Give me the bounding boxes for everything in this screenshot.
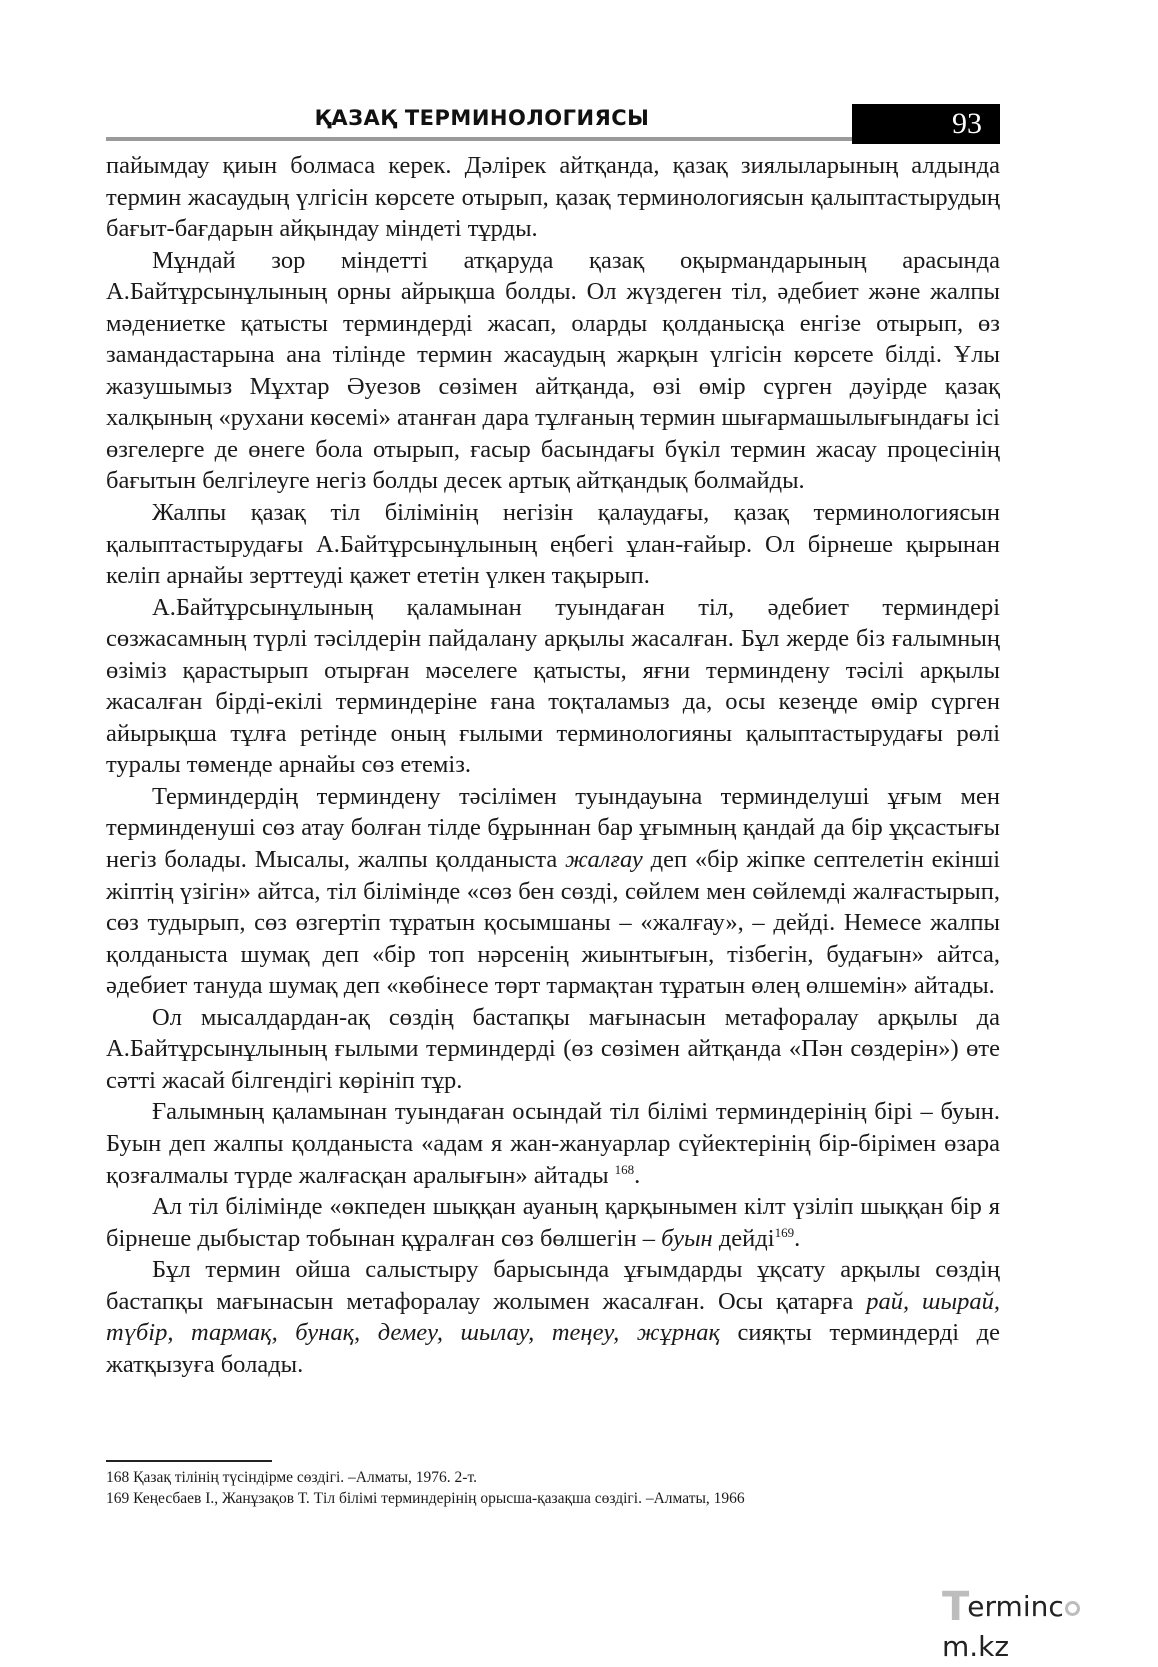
paragraph (106, 592, 1000, 781)
footnote-168: 168 Қазақ тілінің түсіндірме сөздігі. –Алматы, 1976. 2-т. (106, 1469, 477, 1486)
text-run: пайымдау қиын болмаса керек. Дәлірек айтқанда, қазақ зиялыларының алдында термин жасаудың үлгісін көрсете отырып, қазақ терминологиясын қалыптастырудың бағыт-бағдарын айқындау міндеті тұрды. (106, 152, 1000, 243)
watermark-text-start: erminc (967, 1590, 1064, 1623)
footnote-rule (106, 1460, 272, 1462)
footnote-ref[interactable]: 168 (614, 1161, 635, 1177)
text-run: . (634, 1161, 641, 1189)
paragraph (106, 1096, 1000, 1191)
site-watermark-logo (942, 1584, 1142, 1663)
italic-term: рай, шырай, түбір, тармақ, бунақ, демеу, шылау, теңеу, жұрнақ (106, 1287, 1001, 1347)
text-run: Жалпы қазақ тіл білімінің негізін қалаудағы, қазақ терминологиясын қалыптастырудағы А.Байтұрсынұлының еңбегі ұлан-ғайыр. Ол бірнеше қырынан келіп арнайы зерттеуді қажет ететін үлкен тақырып. (106, 499, 1000, 590)
paragraph (106, 1002, 1000, 1097)
paragraph (106, 150, 1000, 245)
header-rule (106, 137, 854, 141)
running-title: ҚАЗАҚ ТЕРМИНОЛОГИЯСЫ (314, 106, 650, 130)
watermark-o-circle-icon (1065, 1601, 1080, 1616)
text-run: Терминдердің терминдену тәсілімен туындауына терминделуші ұғым мен терминденуші сөз атау болған тілде бұрыннан бар ұғымның қандай да бір ұқсастығы негіз болады. Мысалы, жалпы қолданыста (106, 782, 1000, 874)
paragraph (106, 1254, 1000, 1380)
watermark-text-end: m.kz (942, 1630, 1010, 1663)
text-run: Ол мысалдардан-ақ сөздің бастапқы мағынасын метафоралау арқылы да А.Байтұрсынұлының ғылыми терминдерді (өз сөзімен айтқанда «Пән сөздерін») өте сәтті жасай білгендігі көрініп тұр. (106, 1003, 1000, 1094)
paragraph (106, 245, 1000, 497)
italic-term: буын (661, 1224, 713, 1252)
paragraph (106, 1191, 1000, 1254)
paragraph (106, 781, 1000, 1002)
watermark-t-glyph: T (942, 1584, 970, 1630)
text-run: А.Байтұрсынұлының қаламынан туындаған тіл, әдебиет терминдері сөзжасамның түрлі тәсілдерін пайдалану арқылы жасалған. Бұл жерде біз ғалымның өзіміз қарастырып отырған мәселеге қатысты, яғни терминдену тәсілі арқылы жасалған бірді-екілі терминдеріне ғана тоқталамыз да, осы кезеңде өмір сүрген айырықша тұлға ретінде оның ғылыми терминологияны қалыптастырудағы рөлі туралы төменде арнайы сөз етеміз. (106, 593, 1000, 779)
text-run: дейді (712, 1224, 775, 1252)
text-run: Бұл термин ойша салыстыру барысында ұғымдарды ұқсату арқылы сөздің бастапқы мағынасын метафоралау жолымен жасалған. Осы қатарға (106, 1256, 1000, 1315)
footnote-169: 169 Кеңесбаев І., Жанұзақов Т. Тіл білімі терминдерінің орысша-қазақша сөздігі. –Алматы, 1966 (106, 1490, 745, 1507)
italic-term: жалғау (565, 846, 643, 874)
footnote-ref[interactable]: 169 (774, 1224, 795, 1240)
page-number: 93 (852, 104, 1000, 144)
text-run: . (794, 1224, 801, 1252)
text-run: сияқты терминдерді де жатқызуға болады. (106, 1319, 1000, 1378)
footnotes (106, 1467, 1000, 1509)
text-run: Ғалымның қаламынан туындаған осындай тіл білімі терминдерінің бірі – буын. Буын деп жалпы қолданыста «адам я жан-жануарлар сүйектерінің бір-бірімен өзара қозғалмалы түрде жалғасқан аралығын» айтады (106, 1098, 1000, 1189)
page-header (106, 104, 1000, 146)
text-run: деп «бір жіпке септелетін екінші жіптің үзігін» айтса, тіл білімінде «сөз бен сөзді, сөйлем мен сөйлемді жалғастырып, сөз тудырып, сөз өзгертіп тұратын қосымшаны – «жалғау», – дейді. Немесе жалпы қолданыста шумақ деп «бір топ нәрсенің жиынтығын, тізбегін, будағын» айтса, әдебиет тануда шумақ деп «көбінесе төрт тармақтан тұратын өлең өлшемін» айтады. (106, 846, 1000, 1000)
text-run: Мұндай зор міндетті атқаруда қазақ оқырмандарының арасында А.Байтұрсынұлының орны айрықша болды. Ол жүздеген тіл, әдебиет және жалпы мәдениетке қатысты терминдерді жасап, оларды қолданысқа енгізе отырып, өз замандастарына ана тілінде термин жасаудың жарқын үлгісін көрсете білді. Ұлы жазушымыз Мұхтар Әуезов сөзімен айтқанда, өзі өмір сүрген дәуірде қазақ халқының «рухани көсемі» атанған дара тұлғаның термин шығармашылығындағы ісі өзгелерге де өнеге бола отырып, ғасыр басындағы бүкіл термин жасау процесінің бағытын белгілеуге негіз болды десек артық айтқандық болмайды. (106, 246, 1000, 495)
text-run: Ал тіл білімінде «өкпеден шыққан ауаның қарқынымен кілт үзіліп шыққан бір я бірнеше дыбыстар тобынан құралған сөз бөлшегін – (106, 1193, 1000, 1252)
paragraph (106, 497, 1000, 592)
body-text (106, 150, 1000, 1380)
